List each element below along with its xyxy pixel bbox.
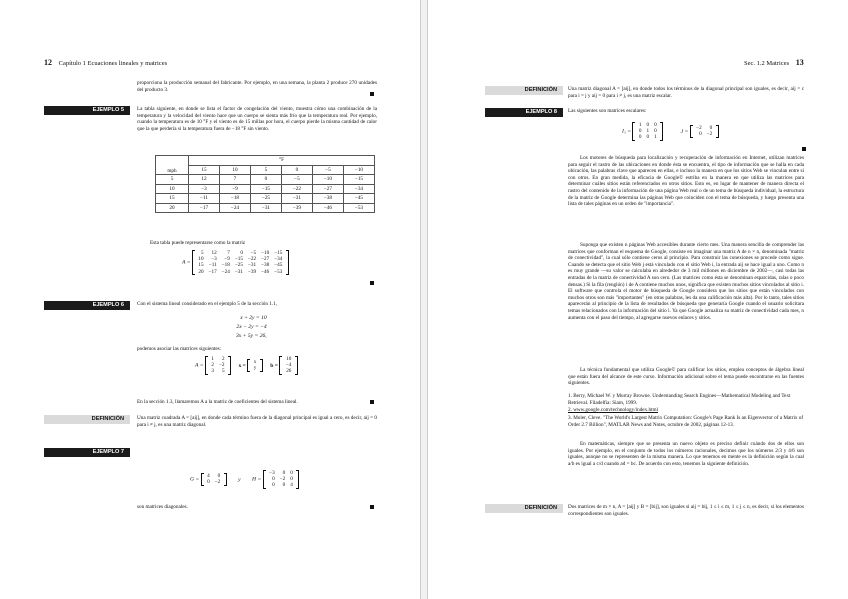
mph-cell: 5 <box>156 175 189 185</box>
H-matrix-entry: 4 <box>290 482 293 489</box>
G-matrix-entry: 0 <box>217 473 221 480</box>
mph-cell: 10 <box>156 184 189 194</box>
b-vector <box>279 356 298 375</box>
wind-matrix-entry: −10 <box>261 250 270 256</box>
right-running-head <box>744 58 804 67</box>
temperature-header-cell: 10 <box>219 165 250 175</box>
ejemplo5-label: EJEMPLO 5 <box>44 106 130 115</box>
J-matrix-entry: −2 <box>706 131 713 138</box>
G-matrix <box>201 473 227 485</box>
table-row <box>156 184 375 194</box>
definicion-label: DEFINICIÓN <box>44 415 130 424</box>
definicion-escalar-text: Una matriz diagonal A = [aij], en donde todos los términos de la diagonal principal son iguales, es decir, aij = c para i = j y aij = 0 para i ≠ j, es una matriz escalar. <box>568 86 804 99</box>
I3-matrix-entry: 0 <box>646 122 650 128</box>
wind-chill-cell: −15 <box>250 184 281 194</box>
equation-line: x + 2y = 10 <box>240 315 267 321</box>
ejemplo8-label: EJEMPLO 8 <box>485 108 563 117</box>
wind-chill-cell: −53 <box>343 203 374 213</box>
A-matrix-entry: −2 <box>219 362 225 369</box>
end-mark <box>370 505 374 509</box>
wind-chill-cell: −10 <box>312 175 343 185</box>
wind-matrix-entry: −15 <box>274 250 283 256</box>
wind-chill-cell: −5 <box>281 175 312 185</box>
matrix-intro-text: Esta tabla puede representarse como la matriz <box>150 240 246 246</box>
wind-matrix-entry: −53 <box>274 268 283 275</box>
J-label: J = <box>680 128 689 135</box>
I3-matrix-row <box>636 134 659 140</box>
J-matrix-entry: −2 <box>696 125 702 132</box>
left-page <box>0 0 420 599</box>
left-running-head <box>44 58 167 67</box>
wind-chill-cell: −15 <box>343 175 374 185</box>
wind-matrix-entry: 15 <box>198 262 204 269</box>
H-matrix-entry: 0 <box>282 470 286 476</box>
wind-chill-cell: −39 <box>281 203 312 213</box>
x-vector-entry: x <box>253 359 257 366</box>
I3-matrix-entry: 0 <box>654 128 657 135</box>
wind-matrix-entry: −34 <box>274 256 283 263</box>
wind-chill-cell: 12 <box>189 175 220 185</box>
G-matrix-entry: 4 <box>207 473 210 480</box>
ejemplo8-text: Las siguientes son matrices escalares: <box>568 108 647 114</box>
wind-matrix-entry: −17 <box>208 268 217 275</box>
H-matrix-entry: 0 <box>290 476 293 483</box>
book-gutter <box>420 0 428 599</box>
mph-header: mph <box>156 156 189 175</box>
right-running-head-text: Sec. 1.2 Matrices <box>744 60 790 67</box>
wind-matrix-row <box>196 269 285 275</box>
google-paragraph-3: La técnica fundamental que utiliza Google© para calificar los sitios, emplea conceptos de álgebra lineal que están fuera del alcance de este curso. Información adicional sobre el tema puede encontrarse en las fuentes siguientes. <box>568 367 804 387</box>
b-vector-entry: −4 <box>285 362 292 369</box>
system-matrices <box>195 356 298 375</box>
wind-chill-cell: −25 <box>250 194 281 204</box>
scalar-matrices <box>622 122 719 141</box>
G-matrix-entry: 0 <box>207 479 210 486</box>
wind-chill-cell: −22 <box>281 184 312 194</box>
A-matrix-entry: 1 <box>211 356 214 362</box>
H-matrix-entry: 0 <box>272 476 275 483</box>
I3-matrix-entry: 1 <box>646 128 650 135</box>
ejemplo5-text: La tabla siguiente, en donde se lista el factor de congelación del viento, muestra cómo una combinación de la temperatura y la velocidad del viento hace que un cuerpo se sienta más frío que la temperatura real. Por ejemplo, cuando la temperatura es de 10 °F y el viento es de 15 millas por hora, el cuerpo pierde la misma cantidad de calor que la que perdería si la temperatura fuera de −18 °F sin viento. <box>137 106 377 132</box>
G-matrix-row <box>205 479 223 485</box>
wind-chill-cell: −46 <box>312 203 343 213</box>
x-label: x = <box>238 362 246 369</box>
ejemplo6-after: En la sección 1.3, llamaremos A a la matriz de coeficientes del sistema lineal. <box>137 399 298 405</box>
wind-chill-cell: −24 <box>219 203 250 213</box>
equation-line: 2x − 2y = −4 <box>236 324 267 330</box>
assoc-text: podemos asociar las matrices siguientes: <box>137 346 222 352</box>
wind-matrix-entry: 20 <box>198 268 204 275</box>
ejemplo6-label: EJEMPLO 6 <box>44 301 130 310</box>
right-page-number: 13 <box>795 58 804 67</box>
left-running-head-text: Capítulo 1 Ecuaciones lineales y matrices <box>58 60 168 67</box>
table-row <box>156 203 375 213</box>
H-matrix-entry: 0 <box>282 482 286 489</box>
G-matrix-entry: −2 <box>214 479 221 486</box>
reference-3: 3. Moler, Cleve. "The World's Largest Matrix Computation: Google's Page Rank Is an Eigenvector of a Matrix of Order 2.7 Billion", MATLAB News and Notes, octubre de 2002, páginas 12-13. <box>568 415 804 428</box>
A-matrix-entry: 5 <box>221 368 225 375</box>
A-matrix-entry: 3 <box>211 368 214 375</box>
temperature-header-cell: −5 <box>312 165 343 175</box>
mph-cell: 20 <box>156 203 189 213</box>
temperature-header-cell: 0 <box>281 165 312 175</box>
A-matrix-entry: 2 <box>221 356 225 362</box>
wind-chill-cell: 7 <box>219 175 250 185</box>
wind-matrix-entry: −15 <box>234 256 243 263</box>
J-matrix-entry: 0 <box>699 131 702 138</box>
A-matrix-row <box>209 368 227 374</box>
wind-chill-cell: −11 <box>189 194 220 204</box>
ejemplo6-text: Con el sistema lineal considerado en el ejemplo 5 de la sección 1.1, <box>137 301 278 307</box>
I3-matrix-entry: 0 <box>654 122 657 128</box>
A-label: A = <box>195 362 204 369</box>
I3-matrix-entry: 1 <box>638 122 642 128</box>
wind-matrix-entry: −3 <box>211 256 217 263</box>
temperature-unit-header: °F <box>189 156 375 166</box>
b-label: b = <box>270 362 278 369</box>
wind-matrix-entry: −9 <box>224 256 230 263</box>
google-paragraph-2: Suponga que existen n páginas Web accesibles durante cierto mes. Una manera sencilla de comprender las matrices que conforman el esquema de Google, consiste en imaginar una matriz A de n × n, denominada "matriz de conectividad", la cual sólo contiene ceros al principio. Para construir las conexiones se procede como sigue. Cuando se detecta que el sitio Web j está vinculado con el sitio Web i, la entrada aij se hace igual a uno. Como n es muy grande —su valor se calculaba en alrededor de 3 mil millones en diciembre de 2002—, casi todas las entradas de la matriz de conectividad A son cero. (Las matrices como ésta se denominan esparcidas, ralas o poco densas.) Si la fila (renglón) i de A contiene muchos unos, significa que existen muchos sitios vinculados al sitio i. El software que controla el motor de búsqueda de Google considera que los sitios que están vinculados con muchos otros son más "importantes" (en otras palabras, les da una calificación más alta). Por lo tanto, tales sitios aparecerán al principio de la lista de resultados de búsqueda que generaría Google cuando el usuario solicitara temas relacionados con la información del sitio i. Ya que Google actualiza su matriz de conectividad cada mes, n aumenta con el paso del tiempo, al agregarse nuevos enlaces y sitios. <box>568 242 804 321</box>
wind-matrix-entry: −45 <box>274 262 283 269</box>
left-page-number: 12 <box>44 58 52 67</box>
wind-chill-cell: −31 <box>250 203 281 213</box>
temperature-header-cell: 15 <box>189 165 220 175</box>
wind-chill-cell: −34 <box>343 184 374 194</box>
wind-matrix-entry: −5 <box>250 250 257 256</box>
H-matrix-row <box>267 482 296 488</box>
wind-matrix-entry: −39 <box>247 268 257 275</box>
H-matrix <box>263 470 300 489</box>
wind-chill-cell: 0 <box>250 175 281 185</box>
wind-matrix-entry: 7 <box>227 250 230 256</box>
I3-matrix-entry: 0 <box>638 128 642 135</box>
I3-matrix-entry: 1 <box>654 134 657 141</box>
I3-matrix-entry: 0 <box>638 134 642 141</box>
definicion-text: Una matriz cuadrada A = [aij], en donde cada término fuera de la diagonal principal es igual a cero, es decir, aij = 0 para i ≠ j, es una matriz diagonal. <box>137 415 377 428</box>
mph-cell: 15 <box>156 194 189 204</box>
wind-chill-table <box>155 155 375 213</box>
temperature-header-cell: −10 <box>343 165 374 175</box>
b-vector-row <box>283 368 294 374</box>
end-mark <box>370 400 374 404</box>
x-vector <box>247 359 263 371</box>
coef-matrix <box>205 356 231 375</box>
wind-matrix-entry: −38 <box>261 262 270 269</box>
wind-matrix-entry: −24 <box>221 268 230 275</box>
end-mark <box>370 92 374 96</box>
ejemplo7-after: son matrices diagonales. <box>137 504 188 510</box>
H-matrix-entry: 0 <box>272 482 275 489</box>
wind-chill-cell: −3 <box>189 184 220 194</box>
reference-1: 1. Berry, Michael W. y Murray Browne. Understanding Search Engines—Mathematical Modeling and Text Retrieval. Filadelfia: Siam, 1999. <box>568 393 791 406</box>
wind-matrix <box>192 250 289 275</box>
matrix-A-wind <box>182 250 289 275</box>
end-mark <box>802 147 806 151</box>
equality-paragraph: En matemáticas, siempre que se presenta un nuevo objeto es preciso definir cuándo dos de ellos son iguales. Por ejemplo, en el conjunto de todos los números racionales, decimos que los números 2/3 y 4/6 son iguales, aunque no se representen de la misma manera. Lo que tenemos en mente es la definición según la cual a/b es igual a c/d cuando ad = bc. De acuerdo con esto, tenemos la siguiente definición. <box>568 441 804 467</box>
definicion-escalar-label: DEFINICIÓN <box>485 86 563 95</box>
wind-matrix-entry: 0 <box>240 250 243 256</box>
I3-matrix-entry: 0 <box>646 134 650 141</box>
A-matrix-entry: 2 <box>211 362 214 369</box>
wind-matrix-entry: 12 <box>211 250 217 256</box>
J-matrix-entry: 0 <box>709 125 713 132</box>
wind-chill-cell: −27 <box>312 184 343 194</box>
x-vector-row <box>251 365 259 371</box>
J-matrix-row <box>694 131 715 137</box>
b-vector-entry: 10 <box>286 356 292 362</box>
wind-matrix-entry: −11 <box>208 262 217 269</box>
wind-matrix-entry: −27 <box>261 256 270 263</box>
google-paragraph-1: Los motores de búsqueda para localización y recuperación de información en Internet, utilizan matrices para seguir el rastro de las ubicaciones en donde ésta se encuentra, el tipo de información que se halla en cada ubicación, las palabras clave que aparecen en ellas, e incluso la manera en que los sitios Web se vinculan entre sí con otros. En gran medida, la eficacia de Google© estriba en la manera en que utiliza las matrices para determinar cuáles sitios están referenciados en otros sitios. Esto es, en lugar de mantener de manera directa el rastro del contenido de la información de una página Web real o de un tema de búsqueda individual, la estructura de la matriz de Google determina las páginas Web que coinciden con el tema de búsqueda, y luego presenta una lista de tales páginas en un orden de "importancia". <box>568 155 804 208</box>
wind-chill-cell: −45 <box>343 194 374 204</box>
diagonal-matrices <box>190 470 299 489</box>
wind-matrix-entry: −31 <box>234 268 243 275</box>
G-label: G = <box>190 476 200 483</box>
b-vector-entry: 26 <box>286 368 292 375</box>
J-matrix <box>690 125 719 137</box>
I3-matrix <box>632 122 663 141</box>
wind-matrix-entry: 10 <box>198 256 204 263</box>
definicion-igualdad-label: DEFINICIÓN <box>485 504 563 513</box>
wind-matrix-entry: −31 <box>247 262 257 269</box>
wind-chill-cell: −17 <box>189 203 220 213</box>
linear-system <box>236 314 267 341</box>
H-matrix-entry: 0 <box>290 470 293 476</box>
definicion-igualdad-text: Dos matrices de m × n, A = [aij] y B = [bij], son iguales si aij = bij, 1 ≤ i ≤ m, 1 ≤ j ≤ n, es decir, si los elementos correspondientes son iguales. <box>568 504 804 517</box>
temperature-header-cell: 5 <box>250 165 281 175</box>
wind-chill-cell: −31 <box>281 194 312 204</box>
I3-label: I₃ = <box>622 128 631 135</box>
table-row <box>156 194 375 204</box>
wind-chill-cell: −18 <box>219 194 250 204</box>
x-vector-entry: y <box>253 365 257 372</box>
conjunction: y <box>238 476 241 483</box>
wind-matrix-entry: −18 <box>221 262 230 269</box>
matrix-A-label: A = <box>182 259 191 266</box>
intro-paragraph: proporciona la producción semanal del fabricante. Por ejemplo, en una semana, la planta 2 produce 270 unidades del producto 3. <box>137 80 377 93</box>
H-matrix-entry: −3 <box>269 470 275 476</box>
H-matrix-entry: −2 <box>279 476 286 483</box>
wind-matrix-entry: −25 <box>234 262 243 269</box>
wind-chill-cell: −9 <box>219 184 250 194</box>
table-row <box>156 175 375 185</box>
wind-chill-cell: −38 <box>312 194 343 204</box>
reference-2-link[interactable]: 2. www.google.com/technology/index.html <box>568 407 658 413</box>
H-label: H = <box>252 476 262 483</box>
wind-matrix-entry: 5 <box>201 250 204 256</box>
wind-matrix-entry: −22 <box>247 256 257 263</box>
ejemplo7-label: EJEMPLO 7 <box>44 448 130 457</box>
equation-line: 3x + 5y = 26, <box>236 333 267 339</box>
wind-matrix-entry: −46 <box>261 268 270 275</box>
end-mark <box>370 281 374 285</box>
